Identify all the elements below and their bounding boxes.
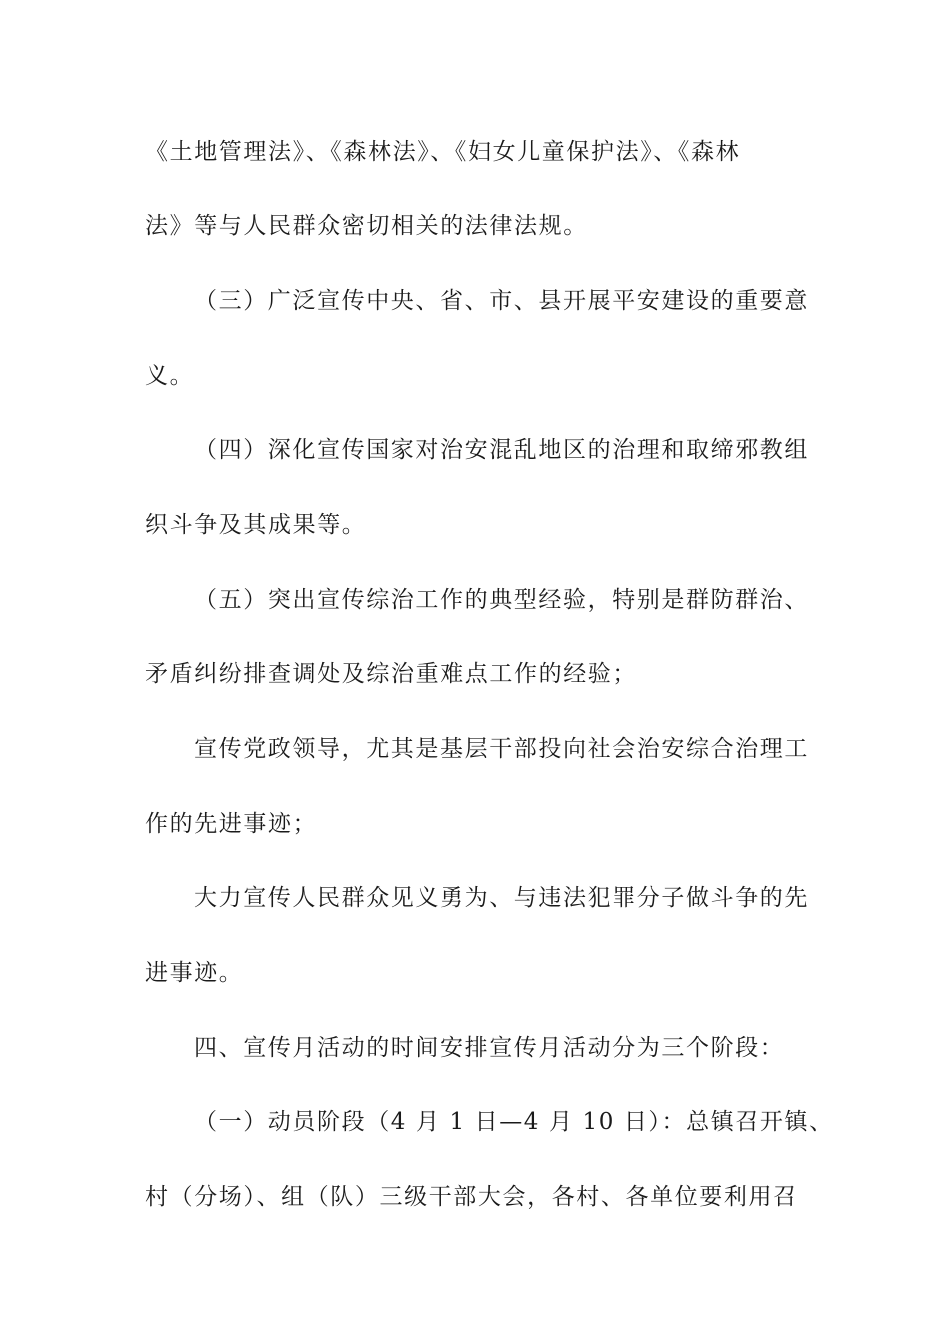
text-line: 村（分场）、组（队）三级干部大会，各村、各单位要利用召 [145, 1184, 798, 1210]
text-line: 矛盾纠纷排查调处及综治重难点工作的经验； [145, 661, 637, 687]
paragraph-heading: （一）动员阶段（4 月 1 日—4 月 10 日）：总镇召开镇、 [194, 1109, 834, 1135]
paragraph-heading: （五）突出宣传综治工作的典型经验，特别是群防群治、 [194, 587, 809, 613]
text-line: 进事迹。 [145, 960, 244, 986]
paragraph-heading: （三）广泛宣传中央、省、市、县开展平安建设的重要意 [194, 288, 809, 314]
text-line: 《土地管理法》、《森林法》、《妇女儿童保护法》、《森林 [145, 139, 741, 165]
text-line: 织斗争及其成果等。 [145, 512, 367, 538]
text-line: 义。 [145, 363, 195, 389]
text-line: 作的先进事迹； [145, 811, 318, 837]
paragraph-start: 大力宣传人民群众见义勇为、与违法犯罪分子做斗争的先 [194, 885, 809, 911]
text-line: 法》等与人民群众密切相关的法律法规。 [145, 213, 588, 239]
section-heading: 四、宣传月活动的时间安排宣传月活动分为三个阶段： [194, 1035, 785, 1061]
paragraph-heading: （四）深化宣传国家对治安混乱地区的治理和取缔邪教组 [194, 437, 809, 463]
paragraph-start: 宣传党政领导，尤其是基层干部投向社会治安综合治理工 [194, 736, 809, 762]
